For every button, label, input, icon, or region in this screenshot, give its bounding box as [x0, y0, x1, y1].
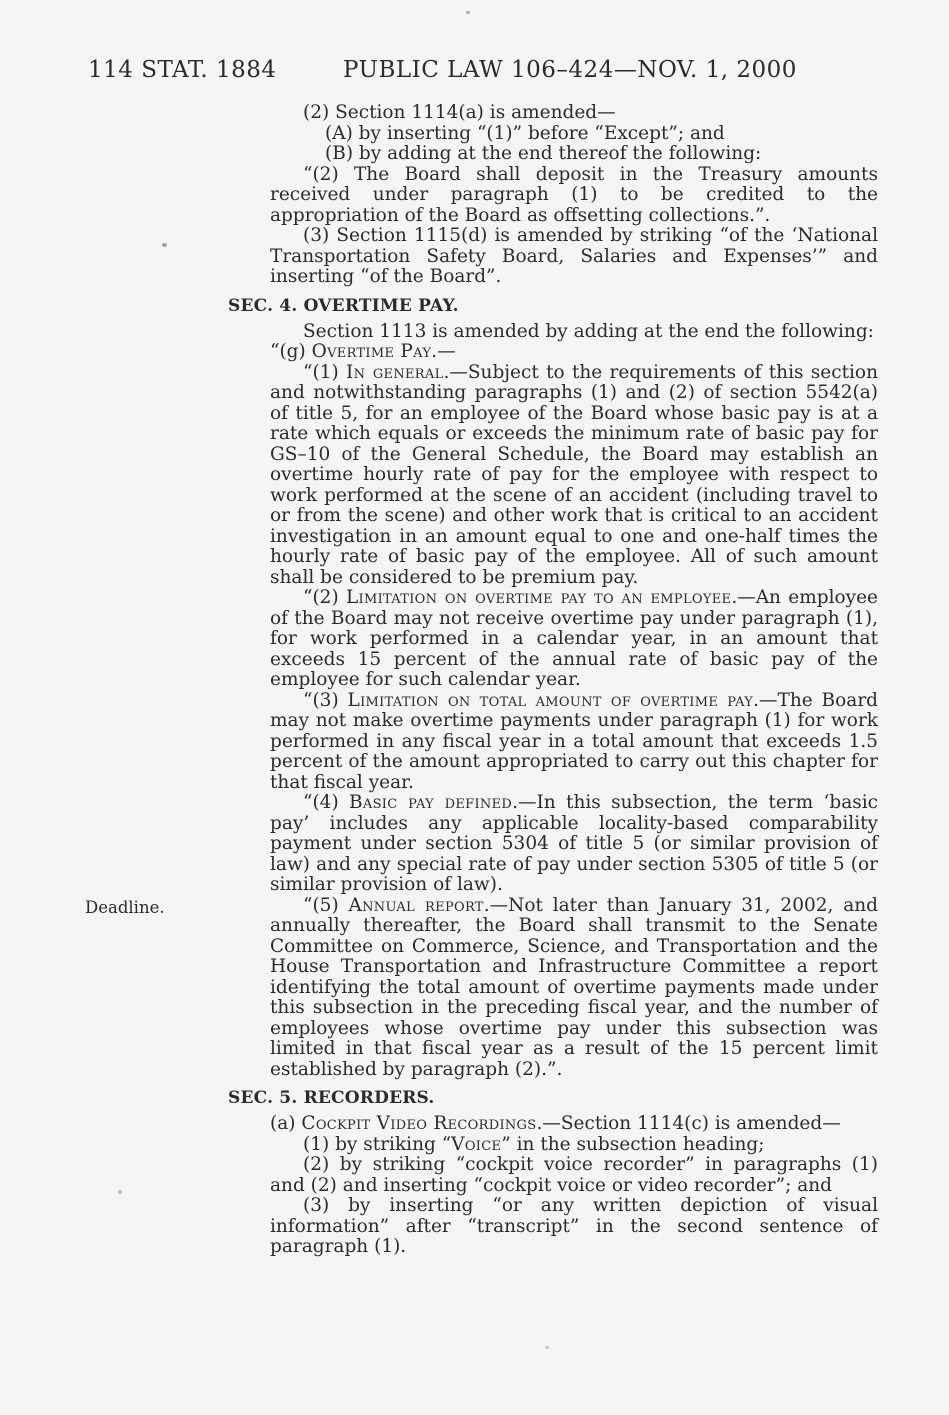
statute-paragraph [85, 894, 878, 1081]
body-text: “(g) [270, 341, 312, 362]
margin-note-deadline: Deadline. [85, 897, 165, 917]
body-text: ” in the subsection heading; [501, 1133, 765, 1155]
document-body [85, 102, 878, 1258]
statute-paragraph [270, 691, 878, 794]
scan-speck [162, 243, 167, 247]
body-text: “(3) [303, 689, 348, 711]
small-caps-text: In general [345, 361, 444, 383]
stat-page-number: 114 STAT. 1884 [88, 57, 277, 83]
statute-line [270, 124, 878, 145]
body-text: (a) [270, 1113, 302, 1134]
body-text: “(4) [303, 792, 349, 813]
public-law-title: PUBLIC LAW 106–424—NOV. 1, 2000 [343, 57, 797, 83]
statute-paragraph [270, 1155, 878, 1196]
statute-line [270, 322, 878, 343]
statute-paragraph [270, 363, 878, 589]
body-text: “(2) [303, 587, 346, 608]
body-text: “(2) The Board shall deposit in the Treasury amounts received under paragraph (1) to be credited to the appropriation of the Board as offsetting collections.”. [270, 163, 878, 226]
body-text: .—In this subsection, the term ‘basic pay’ includes any applicable locality-based comparability payment under section 5304 of title 5 (or similar provision of law) and any special rate of pay under section 5305 of title 5 (or similar provision of law). [270, 792, 878, 895]
scan-speck [545, 1346, 549, 1349]
statute-paragraph [270, 588, 878, 691]
statute-paragraph [270, 793, 878, 896]
small-caps-text: Overtime Pay [311, 341, 432, 362]
body-text: (B) by adding at the end thereof the following: [325, 143, 762, 164]
small-caps-text: Cockpit Video Recordings [301, 1113, 537, 1134]
scan-speck [118, 1190, 122, 1194]
statute-line [270, 103, 878, 124]
body-text: .—Section 1114(c) is amended— [536, 1113, 841, 1134]
section-heading [228, 1088, 878, 1108]
statute-paragraph [270, 1196, 878, 1258]
small-caps-text: Annual report [348, 894, 484, 916]
body-text: SEC. 4. OVERTIME PAY. [228, 295, 459, 316]
statute-paragraph [270, 1114, 878, 1135]
body-text: .—An employee of the Board may not receive overtime pay under paragraph (1), for work performed in a calendar year, in an amount that exceeds 15 percent of the annual rate of basic pay of the employee for such calendar year. [270, 587, 878, 690]
body-text: .—Not later than January 31, 2002, and annually thereafter, the Board shall transmit to the Senate Committee on Commerce, Science, and Transportation and the House Transportation and Infrastructure Committee a report identifying the total amount of overtime payments made under this subsection in the preceding fiscal year, and the number of employees whose overtime pay under this subsection was limited in that fiscal year as a result of the 15 percent limit established by paragraph (2).”. [270, 894, 878, 1080]
small-caps-text: Voice [451, 1133, 502, 1155]
body-text: (A) by inserting “(1)” before “Except”; and [325, 122, 725, 144]
body-text: Section 1113 is amended by adding at the end the following: [303, 320, 874, 342]
statute-paragraph [270, 226, 878, 288]
body-text: .—The Board may not make overtime payments under paragraph (1) for work performed in any fiscal year in a total amount that exceeds 1.5 percent of the amount appropriated to carry out this chapter for that fiscal year. [270, 689, 878, 793]
body-text: .— [431, 341, 456, 362]
body-text: (3) Section 1115(d) is amended by striking “of the ‘National Transportation Safety Board, Salaries and Expenses’” and inserting “of the Board”. [270, 225, 878, 287]
statute-line [270, 144, 878, 165]
section-heading [228, 296, 878, 316]
scan-speck [466, 11, 470, 14]
body-text: SEC. 5. RECORDERS. [228, 1088, 435, 1108]
body-text: (2) by striking “cockpit voice recorder” in paragraphs (1) and (2) and inserting “cockpit voice or video recorder”; and [270, 1154, 878, 1196]
body-text: “(5) [303, 894, 349, 916]
body-text: (1) by striking “ [303, 1133, 452, 1155]
body-text: (3) by inserting “or any written depiction of visual information” after “transcript” in the second sentence of paragraph (1). [270, 1195, 878, 1257]
body-text: “(1) [303, 361, 346, 383]
statute-paragraph [270, 165, 878, 227]
small-caps-text: Basic pay defined [349, 792, 513, 813]
statute-line [270, 342, 878, 363]
small-caps-text: Limitation on total amount of overtime pay [347, 689, 754, 711]
statute-line [270, 1135, 878, 1156]
body-text: .—Subject to the requirements of this section and notwithstanding paragraphs (1) and (2) of section 5542(a) of title 5, for an employee of the Board whose basic pay is at a rate which equals or exceeds the minimum rate of basic pay for GS–10 of the General Schedule, the Board may establish an overtime hourly rate of pay for the employee with respect to work performed at the scene of an accident (including travel to or from the scene) and other work that is critical to an accident investigation in an amount equal to one and one-half times the hourly rate of basic pay of the employee. All of such amount shall be considered to be premium pay. [270, 361, 878, 588]
body-text: (2) Section 1114(a) is amended— [303, 102, 616, 123]
page-header [0, 57, 949, 87]
small-caps-text: Limitation on overtime pay to an employee [345, 587, 732, 608]
